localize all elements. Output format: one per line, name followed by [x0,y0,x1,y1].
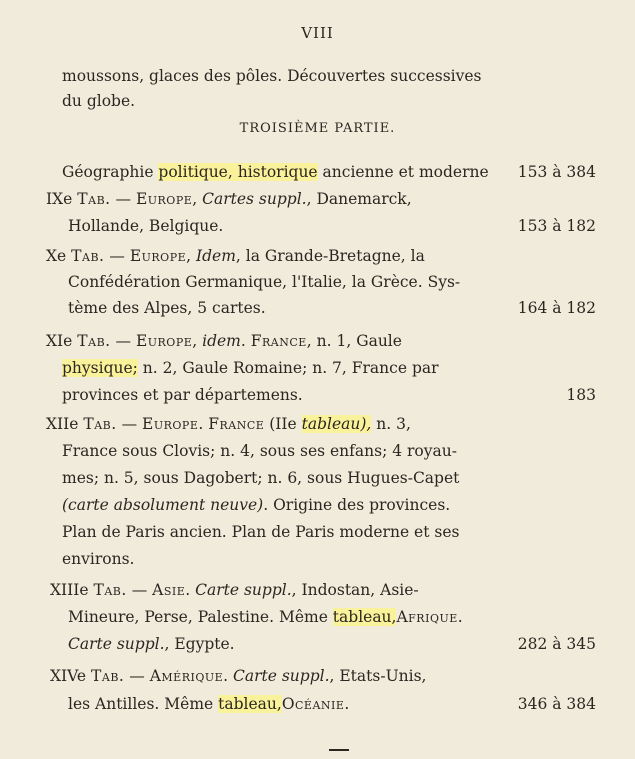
page-range: 346 à 384 [517,695,596,713]
entry-xi-line-1: XIe Tab. — Europe, idem. France, n. 1, Gaule [46,332,402,350]
entry-xii-line-3: mes; n. 5, sous Dagobert; n. 6, sous Hugues-Capet [62,469,460,487]
page-range: 153 à 384 [517,163,596,181]
entry-xii-line-2: France sous Clovis; n. 4, sous ses enfans; 4 royau- [62,442,457,460]
entry-xiii-line-3: Carte suppl., Egypte. 282 à 345 [68,635,596,653]
page-range: 164 à 182 [517,299,596,317]
page-range: 153 à 182 [517,217,596,235]
entry-xii-line-6: environs. [62,550,135,568]
page-range: 183 [566,386,596,404]
entry-xiii-line-1: XIIIe Tab. — Asie. Carte suppl., Indostan, Asie- [50,581,419,599]
table-number: XIVe [50,667,87,685]
page-number: VIII [301,24,334,42]
table-number: Xe [46,247,67,265]
section-title: TROISIÈME PARTIE. [239,121,396,136]
table-number: XIIe [46,415,79,433]
page-range: 282 à 345 [517,635,596,653]
entry-ix-line-1: IXe Tab. — Europe, Cartes suppl., Danemarck, [46,190,412,208]
entry-xiii-line-2: Mineure, Perse, Palestine. Même tableau,Afrique. [68,608,463,626]
entry-ix-line-2: Hollande, Belgique. 153 à 182 [68,217,596,235]
highlight: tableau), [301,415,372,433]
entry-x-line-2: Confédération Germanique, l'Italie, la Grèce. Sys- [68,273,461,291]
geographie-line: Géographie politique, historique ancienne et moderne 153 à 384 [62,163,596,181]
entry-x-line-3: tème des Alpes, 5 cartes. 164 à 182 [68,299,596,317]
table-number: IXe [46,190,73,208]
highlight: politique, historique [158,163,318,181]
entry-xiv-line-2: les Antilles. Même tableau,Océanie. 346 à 384 [68,695,596,713]
table-number: XIe [46,332,73,350]
entry-xi-line-2: physique; n. 2, Gaule Romaine; n. 7, France par [62,359,439,377]
highlight: physique; [62,359,138,377]
highlight: tableau, [332,608,397,626]
intro-line-1: moussons, glaces des pôles. Découvertes successives [62,67,482,85]
entry-xii-line-5: Plan de Paris ancien. Plan de Paris moderne et ses [62,523,460,541]
entry-x-line-1: Xe Tab. — Europe, Idem, la Grande-Bretagne, la [46,247,425,265]
entry-xii-line-4: (carte absolument neuve). Origine des provinces. [62,496,451,514]
highlight: tableau, [218,695,282,713]
entry-xii-line-1: XIIe Tab. — Europe. France (IIe tableau), n. 3, [46,415,411,433]
entry-xiv-line-1: XIVe Tab. — Amérique. Carte suppl., Etats-Unis, [50,667,427,685]
intro-line-2: du globe. [62,92,136,110]
closing-dash [329,749,349,751]
table-number: XIIIe [50,581,89,599]
entry-xi-line-3: provinces et par départemens. 183 [62,386,596,404]
